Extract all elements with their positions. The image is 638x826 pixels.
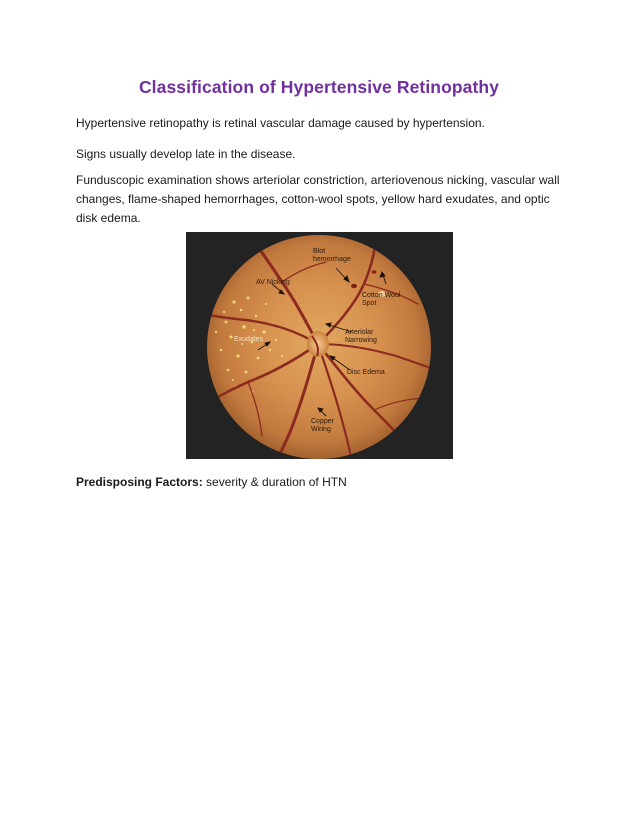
fundus-photo-figure	[186, 232, 453, 459]
label-disc-edema: Disc Edema	[347, 369, 385, 376]
label-cotton-wool-2: Spot	[362, 300, 377, 307]
paragraph-definition: Hypertensive retinopathy is retinal vascular damage caused by hypertension.	[76, 116, 485, 130]
label-arteriolar-2: Narrowing	[345, 337, 377, 344]
label-copper-2: Wiring	[311, 426, 331, 433]
paragraph-funduscopic-findings: Funduscopic examination shows arteriolar constriction, arteriovenous nicking, vascular wall changes, flame-shaped hemorrhages, cotton-wool spots, yellow hard exudates, and optic disk edema.	[76, 173, 560, 225]
label-av-nicking: AV Nicking	[256, 279, 290, 286]
label-arteriolar-1: Arteriolar	[345, 329, 374, 336]
blot-hemorrhage-mark	[351, 284, 357, 288]
label-copper-1: Copper	[311, 418, 334, 425]
label-exudates: Exudates	[234, 336, 264, 343]
predisposing-factors-text: severity & duration of HTN	[202, 475, 347, 489]
label-blot-1: Blot	[313, 248, 326, 255]
label-blot-2: hemorrhage	[313, 256, 351, 263]
predisposing-factors-label: Predisposing Factors:	[76, 475, 203, 489]
predisposing-factors-line	[76, 473, 566, 492]
label-cotton-wool-1: Cotton Wool	[362, 292, 401, 299]
fundus-photo	[186, 232, 453, 459]
page-title: Classification of Hypertensive Retinopathy	[138, 77, 500, 97]
hemorrhage-mark	[372, 270, 377, 274]
paragraph-onset: Signs usually develop late in the disease.	[76, 147, 296, 161]
